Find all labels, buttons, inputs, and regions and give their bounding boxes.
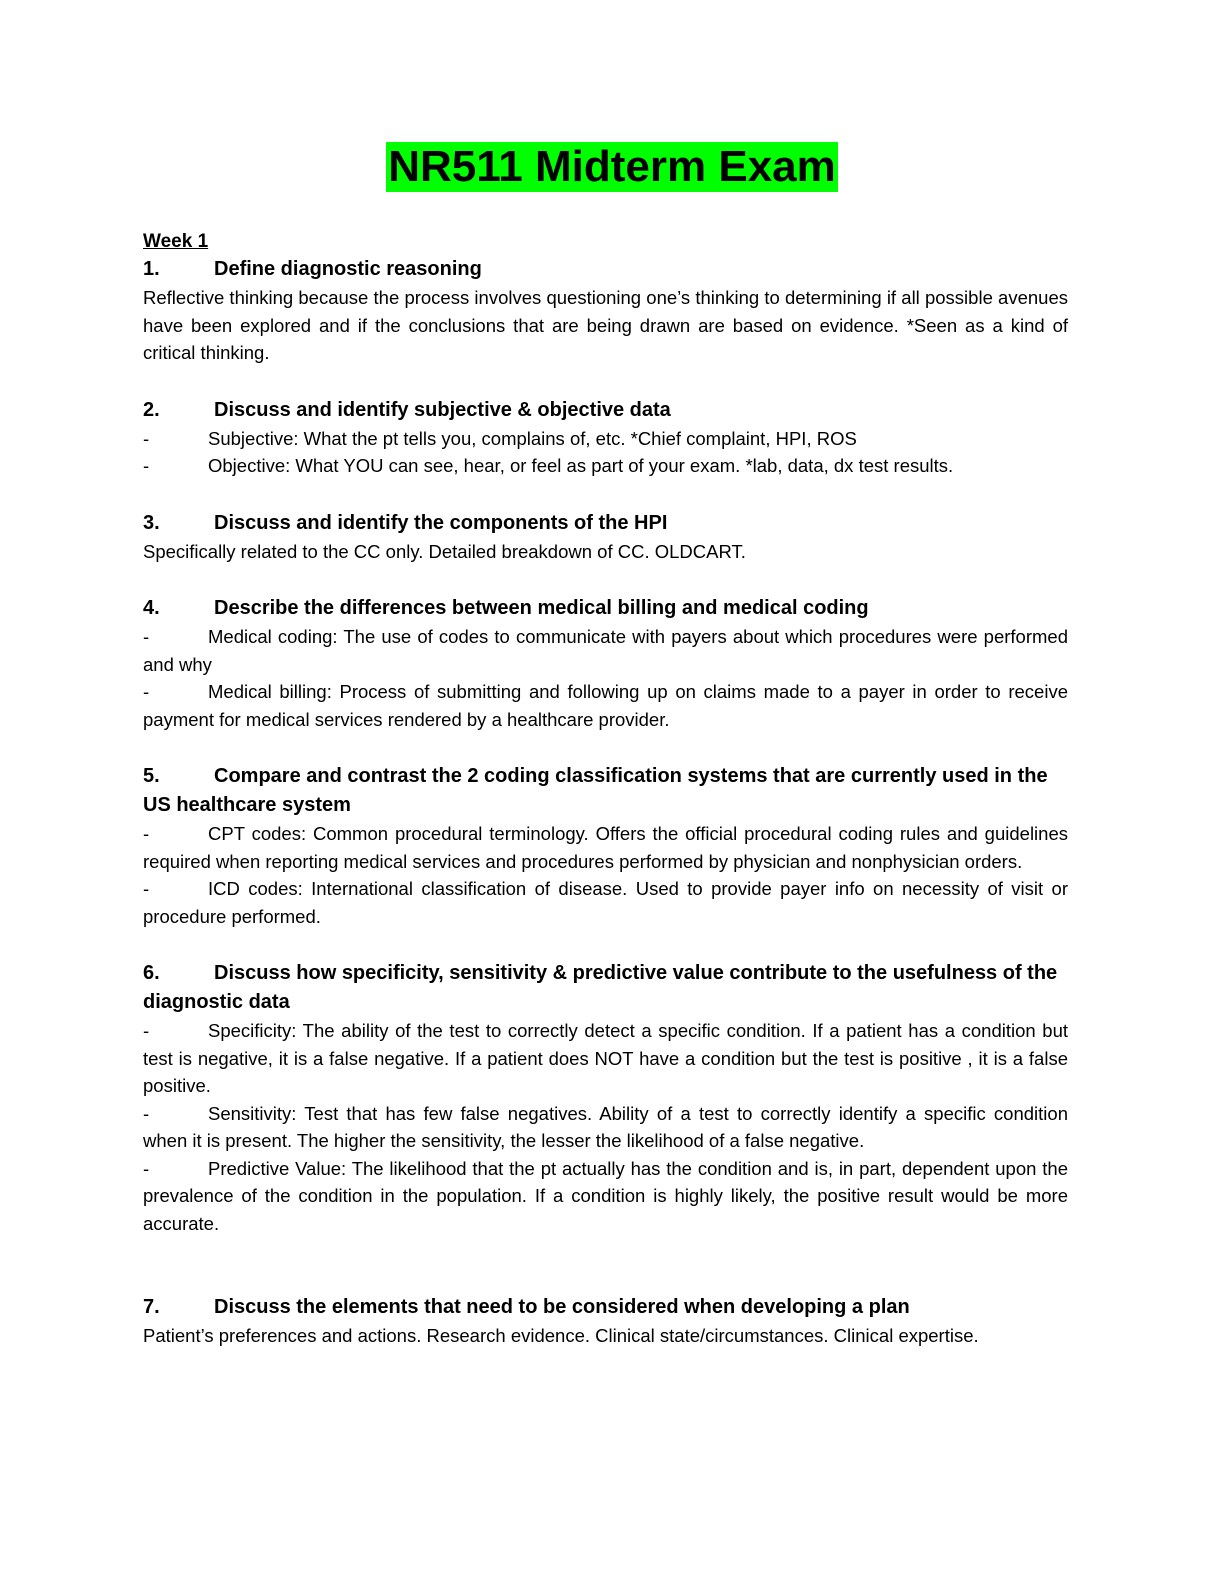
bullet-text: Medical coding: The use of codes to communicate with payers about which procedures were performed and why <box>143 626 1068 675</box>
bullet-text: Predictive Value: The likelihood that the pt actually has the condition and is, in part, dependent upon the prevalence of the condition in the population. If a condition is highly likely, the positive result would be more accurate. <box>143 1157 1068 1234</box>
question-number: 2. <box>143 398 160 421</box>
bullet-text: Specificity: The ability of the test to correctly detect a specific condition. If a patient has a condition but test is negative, it is a false negative. If a patient does NOT have a condition but the test is positive , it is a false positive. <box>143 1020 1068 1096</box>
question-heading-1 <box>143 255 1068 284</box>
question-text: Compare and contrast the 2 coding classification systems that are currently used in the US healthcare system <box>143 765 1048 816</box>
bullet-dash: - <box>143 427 150 449</box>
question-heading-3 <box>143 509 1068 538</box>
bullet-text: Sensitivity: Test that has few false negatives. Ability of a test to correctly identify a specific condition when it is present. The higher the sensitivity, the lesser the likelihood of a false negative. <box>143 1102 1068 1151</box>
bullet-item <box>143 1017 1068 1100</box>
question-text: Discuss and identify the components of the HPI <box>214 511 668 534</box>
bullet-dash: - <box>143 878 150 899</box>
question-number: 1. <box>143 258 160 280</box>
question-heading-2 <box>143 396 1068 425</box>
bullet-item <box>143 623 1068 678</box>
question-text: Describe the differences between medical billing and medical coding <box>214 597 869 619</box>
bullet-dash: - <box>143 455 150 476</box>
bullet-dash: - <box>143 823 150 844</box>
title-container <box>0 142 1224 192</box>
bullet-text: CPT codes: Common procedural terminology. Offers the official procedural coding rules and guidelines required when reporting medical services and procedures performed by physician and nonphysician orders. <box>143 823 1068 872</box>
bullet-item <box>143 425 1068 453</box>
document-body <box>143 228 1068 1350</box>
question-text: Discuss and identify subjective & objective data <box>214 398 671 421</box>
question-heading-7 <box>143 1293 1068 1322</box>
bullet-item <box>143 875 1068 930</box>
question-number: 5. <box>143 765 160 787</box>
question-number: 4. <box>143 597 160 619</box>
bullet-dash: - <box>143 681 150 702</box>
question-text: Define diagnostic reasoning <box>214 258 482 280</box>
bullet-item <box>143 1100 1068 1155</box>
question-text: Discuss how specificity, sensitivity & predictive value contribute to the usefulness of the diagnostic data <box>143 962 1058 1013</box>
bullet-item <box>143 678 1068 733</box>
answer-paragraph-7: Patient’s preferences and actions. Research evidence. Clinical state/circumstances. Clinical expertise. <box>143 1325 979 1346</box>
bullet-item <box>143 820 1068 875</box>
bullet-item <box>143 1155 1068 1238</box>
question-text: Discuss the elements that need to be considered when developing a plan <box>214 1296 910 1318</box>
bullet-text: Subjective: What the pt tells you, complains of, etc. *Chief complaint, HPI, ROS <box>208 427 857 449</box>
answer-paragraph-3: Specifically related to the CC only. Detailed breakdown of CC. OLDCART. <box>143 540 746 562</box>
bullet-dash: - <box>143 626 150 647</box>
question-number: 7. <box>143 1296 160 1318</box>
bullet-item <box>143 452 1068 480</box>
bullet-dash: - <box>143 1157 150 1179</box>
bullet-dash: - <box>143 1102 150 1124</box>
question-heading-5 <box>143 762 1068 820</box>
week-heading: Week 1 <box>143 231 209 252</box>
bullet-dash: - <box>143 1020 150 1041</box>
answer-paragraph-1: Reflective thinking because the process involves questioning one’s thinking to determining if all possible avenues have been explored and if the conclusions that are being drawn are based on evidence. *Seen as a kind of critical thinking. <box>143 287 1068 363</box>
question-number: 3. <box>143 511 160 534</box>
bullet-text: ICD codes: International classification of disease. Used to provide payer info on necessity of visit or procedure performed. <box>143 878 1068 927</box>
question-heading-4 <box>143 594 1068 623</box>
page-title: NR511 Midterm Exam <box>388 142 836 191</box>
question-heading-6 <box>143 959 1068 1017</box>
question-number: 6. <box>143 962 160 984</box>
bullet-text: Medical billing: Process of submitting and following up on claims made to a payer in order to receive payment for medical services rendered by a healthcare provider. <box>143 681 1068 730</box>
bullet-text: Objective: What YOU can see, hear, or feel as part of your exam. *lab, data, dx test results. <box>208 455 954 476</box>
